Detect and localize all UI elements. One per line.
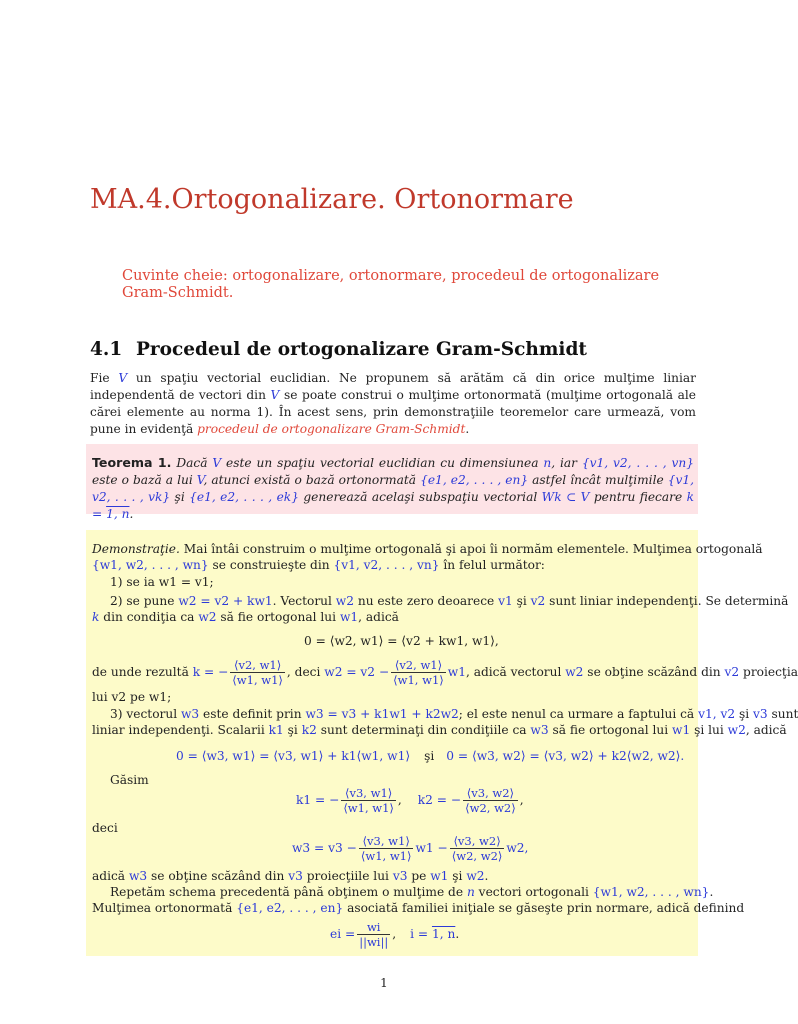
- keywords: Cuvinte cheie: ortogonalizare, ortonormare, procedeul de ortogonalizare Gram-Schmidt.: [122, 268, 660, 301]
- proof-line: Găsim: [110, 773, 149, 787]
- equation: w3 = v3 − $\frac{⟨v3, w1⟩}{⟨w1, w1⟩}$ w1 − $\frac{⟨v3, w2⟩}{⟨w2, w2⟩}$ w2,: [292, 834, 529, 863]
- proof-line: lui v2 pe w1;: [92, 690, 172, 704]
- proof-line: Demonstraţie. Mai întâi construim o mulţime ortogonală şi apoi îi normăm elementele. Mulţimea ortogonală: [92, 542, 763, 556]
- proof-line: adică w3 se obţine scăzând din v3 proiecţiile lui v3 pe w1 şi w2.: [92, 869, 489, 883]
- proof-line: 3) vectorul w3 este definit prin w3 = v3 + k1w1 + k2w2; el este nenul ca urmare a faptului că v1, v2 şi v3 sunt: [110, 707, 798, 721]
- section-heading: [90, 339, 587, 360]
- equation: 0 = ⟨w3, w1⟩ = ⟨v3, w1⟩ + k1⟨w1, w1⟩ şi 0 = ⟨w3, w2⟩ = ⟨v3, w2⟩ + k2⟨w2, w2⟩.: [176, 749, 685, 763]
- proof-line: 1) se ia w1 = v1;: [110, 575, 214, 589]
- page-number: 1: [380, 976, 388, 990]
- equation: ei = $\frac{wi}{||wi||}$ , i = 1, n.: [330, 920, 460, 949]
- proof-line: {w1, w2, . . . , wn} se construieşte din {v1, v2, . . . , vn} în felul următor:: [92, 558, 545, 572]
- proof-box: [86, 530, 798, 956]
- proof-line: Mulţimea ortonormată {e1, e2, . . . , en} asociată familiei iniţiale se găseşte prin normare, adică definind: [92, 901, 745, 915]
- section-title: Procedeul de ortogonalizare Gram-Schmidt: [136, 339, 587, 360]
- equation: k1 = − $\frac{⟨v3, w1⟩}{⟨w1, w1⟩}$ , k2 = − $\frac{⟨v3, w2⟩}{⟨w2, w2⟩}$ ,: [296, 786, 524, 815]
- proof-line: Repetăm schema precedentă până obţinem o mulţime de n vectori ortogonali {w1, w2, . . . , wn}.: [110, 885, 714, 899]
- theorem-box: Teorema 1. Dacă V este un spaţiu vectorial euclidian cu dimensiunea n, iar {v1, v2, . . . , vn} este o bază a lui V, atunci există o bază ortonormată {e1, e2, . . . , en} astfel încât mulţimile {v1, v2, . . . , vk} şi {e1, e2, . . . , ek} generează acelaşi subspaţiu vectorial Wk ⊂ V pentru fiecare k = 1, n.: [86, 444, 698, 514]
- highlighted-term: procedeul de ortogonalizare Gram-Schmidt: [197, 422, 466, 436]
- section-number: 4.1: [90, 339, 123, 360]
- document-title: MA.4.Ortogonalizare. Ortonormare: [90, 184, 574, 215]
- theorem-label: Teorema 1.: [92, 455, 172, 470]
- equation: 0 = ⟨w2, w1⟩ = ⟨v2 + kw1, w1⟩,: [304, 634, 499, 648]
- proof-line: liniar independenţi. Scalarii k1 şi k2 sunt determinaţi din condiţiile ca w3 să fie ortogonal lui w1 şi lui w2, adică: [92, 723, 787, 737]
- proof-line: de unde rezultă k = − $\frac{⟨v2, w1⟩}{⟨w1, w1⟩}$ , deci w2 = v2 − $\frac{⟨v2, w1⟩}{⟨w1, w1⟩}$ w1, adică vectorul w2 se obţine scăzând din v2 proiecţia: [92, 658, 798, 687]
- proof-line: deci: [92, 821, 118, 835]
- intro-paragraph: Fie V un spaţiu vectorial euclidian. Ne propunem să arătăm că din orice mulţime liniar independentă de vectori din V se poate construi o mulţime ortonormată (mulţime ortogonală ale cărei elemente au norma 1). În acest sens, prin demonstraţiile teoremelor care urmează, vom pune in evidenţă procedeul de ortogonalizare Gram-Schmidt.: [90, 371, 696, 436]
- proof-line: 2) se pune w2 = v2 + kw1. Vectorul w2 nu este zero deoarece v1 şi v2 sunt liniar independenţi. Se determină: [110, 594, 789, 608]
- proof-line: k din condiţia ca w2 să fie ortogonal lui w1, adică: [92, 610, 399, 624]
